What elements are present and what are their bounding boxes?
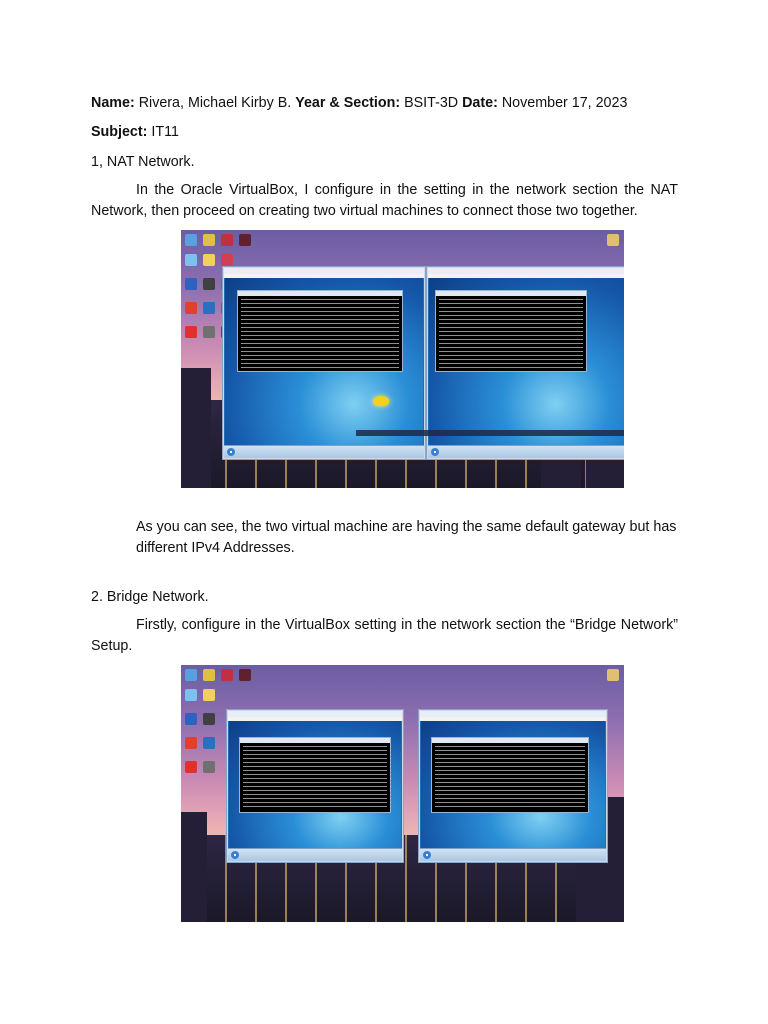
vm-screen[interactable]: [429, 278, 624, 446]
command-prompt-window[interactable]: [239, 737, 391, 813]
date-value: November 17, 2023: [501, 95, 628, 111]
section1-paragraph-text: In the Oracle VirtualBox, I configure in the setting in the network section the NAT Network, then proceed on creating two virtual machines to connect those two together.: [91, 182, 678, 219]
desktop-app-icon[interactable]: [221, 669, 233, 681]
command-prompt-titlebar[interactable]: [436, 291, 586, 296]
section2-paragraph-text: Firstly, configure in the VirtualBox setting in the network section the “Bridge Network” Setup.: [91, 617, 678, 654]
desktop-app-icon[interactable]: [203, 737, 215, 749]
desktop-app-icon[interactable]: [239, 234, 251, 246]
desktop-app-icon[interactable]: [203, 254, 215, 266]
desktop-app-icon[interactable]: [185, 278, 197, 290]
vm-window-1[interactable]: [227, 710, 403, 862]
desktop-app-icon[interactable]: [239, 669, 251, 681]
desktop-app-icon[interactable]: [203, 713, 215, 725]
desktop-app-icon[interactable]: [203, 302, 215, 314]
command-prompt-window[interactable]: [435, 290, 587, 372]
vm-screen[interactable]: [229, 721, 401, 849]
desktop-app-icon[interactable]: [185, 234, 197, 246]
command-prompt-window[interactable]: [237, 290, 403, 372]
date-label: Date:: [462, 95, 498, 111]
command-prompt-titlebar[interactable]: [238, 291, 402, 296]
desktop-app-icon[interactable]: [185, 326, 197, 338]
building: [181, 368, 211, 488]
desktop-app-icon[interactable]: [203, 326, 215, 338]
section2-heading: 2. Bridge Network.: [91, 589, 209, 605]
desktop-app-icon[interactable]: [185, 302, 197, 314]
building: [181, 812, 207, 922]
nat-network-screenshot: [181, 230, 624, 488]
desktop-app-icon[interactable]: [185, 669, 197, 681]
year-section-label: Year & Section:: [295, 95, 401, 111]
ipconfig-output: [439, 299, 583, 368]
ipconfig-output: [435, 746, 585, 809]
host-taskbar[interactable]: [356, 430, 624, 436]
bridge-network-screenshot: [181, 665, 624, 922]
desktop-app-icon[interactable]: [221, 254, 233, 266]
ipconfig-output: [243, 746, 387, 809]
start-button-icon[interactable]: [231, 851, 239, 859]
recycle-bin-icon[interactable]: [607, 234, 619, 246]
vm-screen[interactable]: [225, 278, 423, 446]
desktop-app-icon[interactable]: [203, 669, 215, 681]
vm-taskbar[interactable]: [428, 445, 624, 458]
name-label: Name:: [91, 95, 135, 111]
name-value: Rivera, Michael Kirby B.: [138, 95, 292, 111]
year-section-value: BSIT-3D: [404, 95, 459, 111]
recycle-bin-icon[interactable]: [607, 669, 619, 681]
command-prompt-titlebar[interactable]: [432, 738, 588, 743]
desktop-app-icon[interactable]: [203, 761, 215, 773]
subject-label: Subject:: [91, 124, 148, 140]
ipconfig-output: [241, 299, 399, 368]
subject-value: IT11: [151, 124, 179, 140]
subject-line: [91, 123, 179, 141]
vm-window-2[interactable]: [419, 710, 607, 862]
desktop-app-icon[interactable]: [185, 761, 197, 773]
command-prompt-titlebar[interactable]: [240, 738, 390, 743]
desktop-app-icon[interactable]: [185, 689, 197, 701]
desktop-app-icon[interactable]: [203, 234, 215, 246]
desktop-app-icon[interactable]: [185, 737, 197, 749]
start-button-icon[interactable]: [423, 851, 431, 859]
desktop-app-icon[interactable]: [221, 234, 233, 246]
desktop-app-icon[interactable]: [185, 713, 197, 725]
section1-note: As you can see, the two virtual machine are having the same default gateway but has different IPv4 Addresses.: [136, 519, 677, 556]
desktop-app-icon[interactable]: [203, 278, 215, 290]
command-prompt-window[interactable]: [431, 737, 589, 813]
start-button-icon[interactable]: [227, 448, 235, 456]
header-line: [91, 94, 627, 112]
vm-taskbar[interactable]: [420, 848, 606, 861]
windows-logo-glow: [373, 396, 389, 406]
vm-taskbar[interactable]: [228, 848, 402, 861]
vm-taskbar[interactable]: [224, 445, 424, 458]
vm-screen[interactable]: [421, 721, 605, 849]
desktop-app-icon[interactable]: [185, 254, 197, 266]
start-button-icon[interactable]: [431, 448, 439, 456]
section2-paragraph: [91, 615, 678, 657]
desktop-app-icon[interactable]: [203, 689, 215, 701]
section1-paragraph: [91, 180, 678, 222]
section1-heading: 1, NAT Network.: [91, 154, 195, 170]
